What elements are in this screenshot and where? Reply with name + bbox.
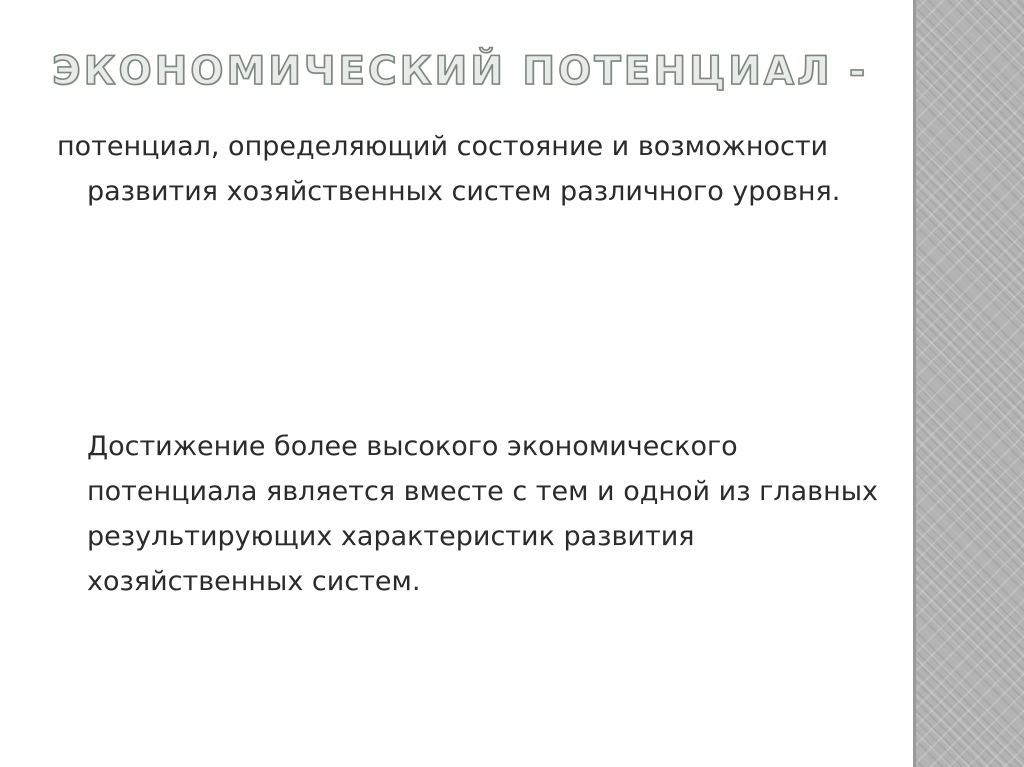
slide-title: ЭКОНОМИЧЕСКИЙ ПОТЕНЦИАЛ - <box>52 49 869 94</box>
decorative-side-band <box>913 0 1024 767</box>
achievement-paragraph: Достижение более высокого экономического потенциала является вместе с тем и одной из главных результирующих характеристик развития хозяйственных систем. <box>87 431 879 597</box>
definition-paragraph: потенциал, определяющий состояние и возможности развития хозяйственных систем различного уровня. <box>57 131 841 207</box>
